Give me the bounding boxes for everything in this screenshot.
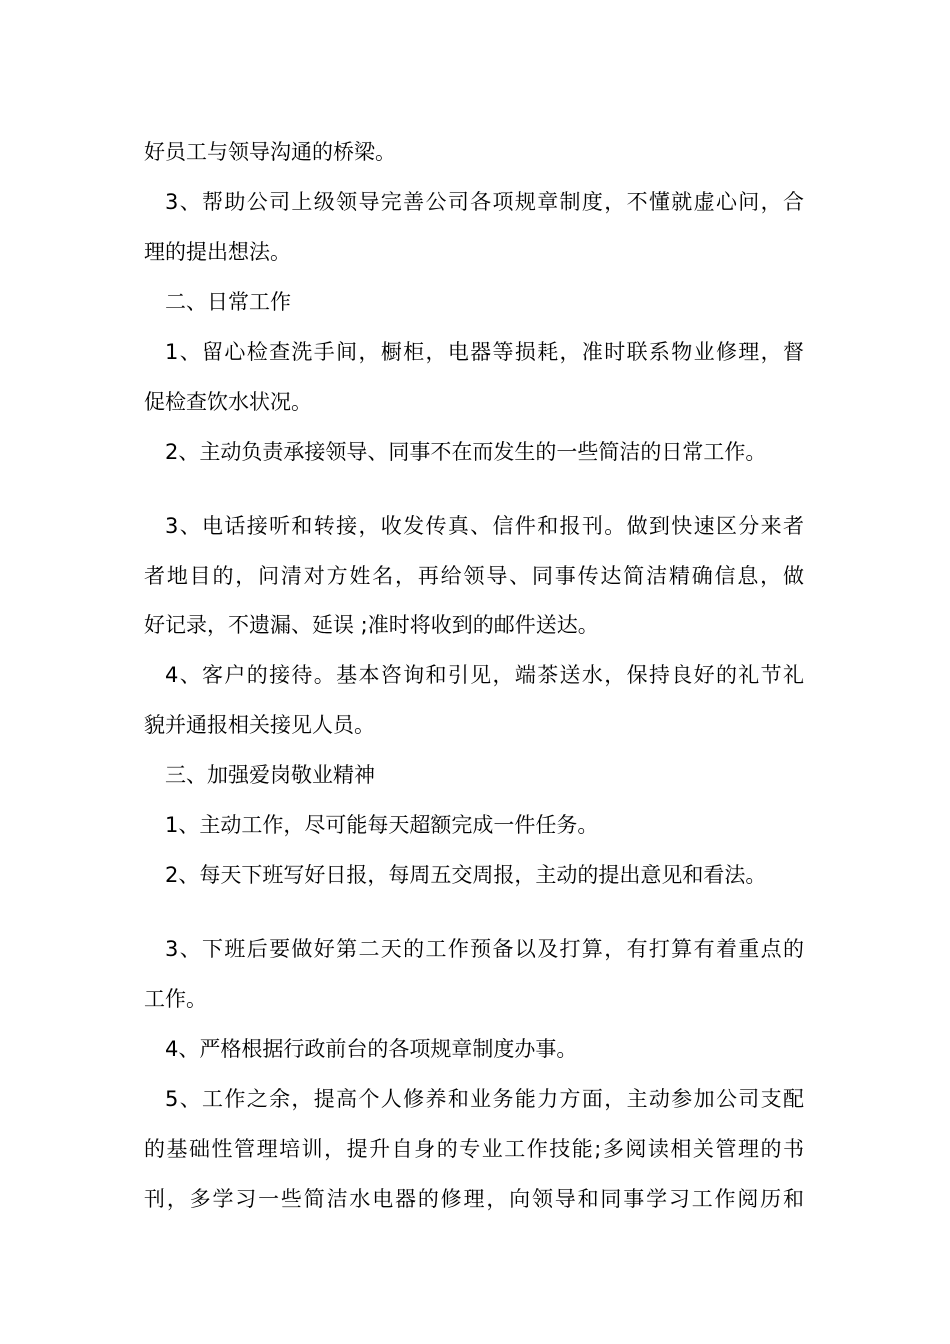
paragraph-13-line-2: 的基础性管理培训，提升自身的专业工作技能;多阅读相关管理的书 xyxy=(144,1137,804,1161)
paragraph-5-line-1: 2、主动负责承接领导、同事不在而发生的一些简洁的日常工作。 xyxy=(165,440,767,464)
paragraph-12-line-1: 4、严格根据行政前台的各项规章制度办事。 xyxy=(165,1037,578,1061)
paragraph-2-line-2: 理的提出想法。 xyxy=(144,240,291,264)
paragraph-4-line-2: 促检查饮水状况。 xyxy=(144,390,312,414)
paragraph-13-line-3: 刊，多学习一些简洁水电器的修理，向领导和同事学习工作阅历和 xyxy=(144,1187,804,1211)
paragraph-4-line-1: 1、留心检查洗手间，橱柜，电器等损耗，准时联系物业修理，督 xyxy=(165,340,804,364)
paragraph-6-line-1: 3、电话接听和转接，收发传真、信件和报刊。做到快速区分来者 xyxy=(165,514,804,538)
paragraph-6-line-3: 好记录，不遗漏、延误 ;准时将收到的邮件送达。 xyxy=(144,613,599,637)
section-heading-dedication: 三、加强爱岗敬业精神 xyxy=(165,763,375,787)
paragraph-13-line-1: 5、工作之余，提高个人修养和业务能力方面，主动参加公司支配 xyxy=(165,1087,804,1111)
paragraph-6-line-2: 者地目的，问清对方姓名，再给领导、同事传达简洁精确信息，做 xyxy=(144,564,804,588)
paragraph-11-line-2: 工作。 xyxy=(144,987,207,1011)
paragraph-10-line-1: 2、每天下班写好日报，每周五交周报，主动的提出意见和看法。 xyxy=(165,863,767,887)
section-heading-daily-work: 二、日常工作 xyxy=(165,290,291,314)
paragraph-2-line-1: 3、帮助公司上级领导完善公司各项规章制度，不懂就虚心问，合 xyxy=(165,190,804,214)
paragraph-1-line-1: 好员工与领导沟通的桥梁。 xyxy=(144,140,396,164)
paragraph-7-line-1: 4、客户的接待。基本咨询和引见，端茶送水，保持良好的礼节礼 xyxy=(165,663,804,687)
paragraph-7-line-2: 貌并通报相关接见人员。 xyxy=(144,713,375,737)
paragraph-9-line-1: 1、主动工作，尽可能每天超额完成一件任务。 xyxy=(165,813,599,837)
paragraph-11-line-1: 3、下班后要做好第二天的工作预备以及打算，有打算有着重点的 xyxy=(165,937,804,961)
